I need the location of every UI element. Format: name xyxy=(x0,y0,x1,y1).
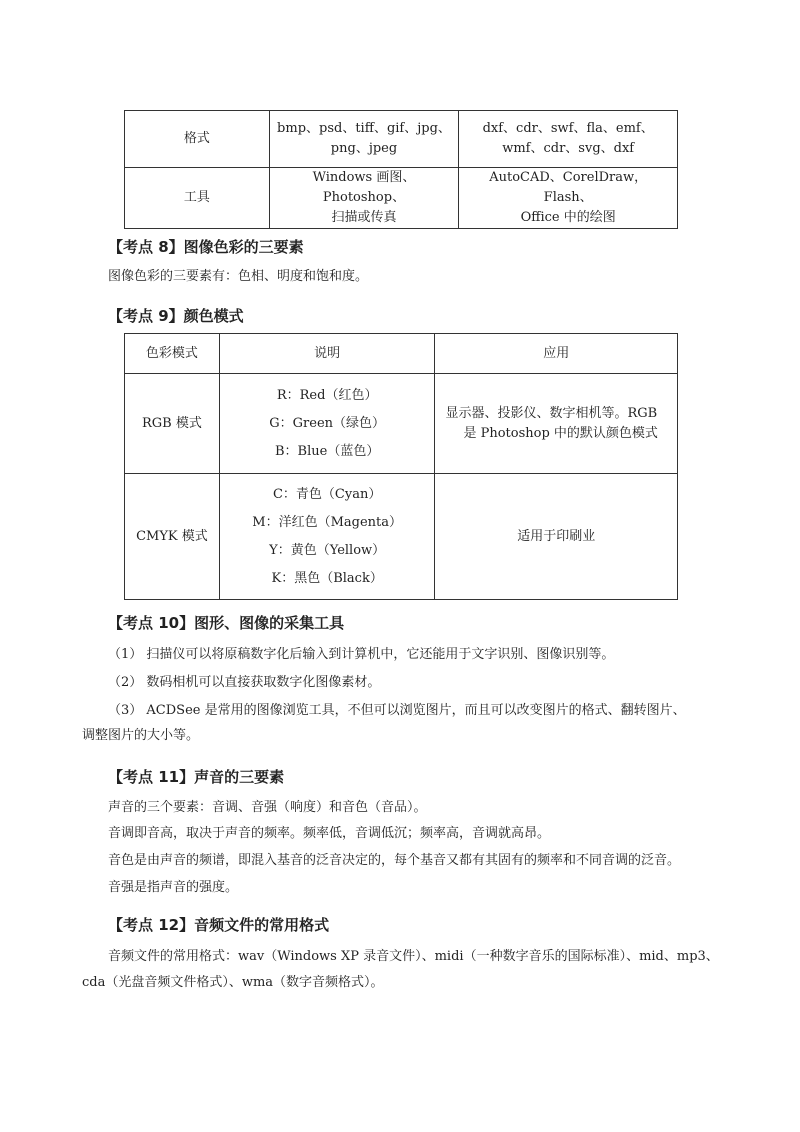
column-header: 色彩模式 xyxy=(125,334,220,374)
section-heading: 【考点 10】图形、图像的采集工具 xyxy=(108,614,345,632)
use-cell: 适用于印刷业 xyxy=(435,474,678,600)
row-label: 工具 xyxy=(125,168,270,229)
mode-cell: CMYK 模式 xyxy=(125,474,220,600)
paragraph: 图像色彩的三要素有：色相、明度和饱和度。 xyxy=(108,269,369,284)
table-header-row xyxy=(125,334,678,374)
color-mode-table xyxy=(124,333,678,600)
row-label: 格式 xyxy=(125,111,270,168)
column-header: 说明 xyxy=(219,334,435,374)
paragraph: 音强是指声音的强度。 xyxy=(108,880,239,895)
section-heading: 【考点 9】颜色模式 xyxy=(108,307,244,325)
bitmap-cell: Windows 画图、Photoshop、 扫描或传真 xyxy=(269,168,459,229)
paragraph: 调整图片的大小等。 xyxy=(82,728,200,743)
paragraph: 音色是由声音的频谱，即混入基音的泛音决定的，每个基音又都有其固有的频率和不同音调的泛音。 xyxy=(108,853,681,868)
desc-cell: R：Red（红色） G：Green（绿色） B：Blue（蓝色） xyxy=(219,374,435,474)
section-heading: 【考点 11】声音的三要素 xyxy=(108,768,285,786)
use-cell: 显示器、投影仪、数字相机等。RGB 是 Photoshop 中的默认颜色模式 xyxy=(435,374,678,474)
bitmap-cell: bmp、psd、tiff、gif、jpg、 png、jpeg xyxy=(269,111,459,168)
section-heading: 【考点 12】音频文件的常用格式 xyxy=(108,916,330,934)
vector-cell: AutoCAD、CorelDraw，Flash、 Office 中的绘图 xyxy=(459,168,678,229)
paragraph: 音频文件的常用格式：wav（Windows XP 录音文件）、midi（一种数字音乐的国际标准）、mid、mp3、 xyxy=(108,949,719,964)
vector-cell: dxf、cdr、swf、fla、emf、 wmf、cdr、svg、dxf xyxy=(459,111,678,168)
paragraph: （1） 扫描仪可以将原稿数字化后输入到计算机中，它还能用于文字识别、图像识别等。 xyxy=(108,647,615,662)
paragraph: （2） 数码相机可以直接获取数字化图像素材。 xyxy=(108,675,381,690)
table-row xyxy=(125,474,678,600)
column-header: 应用 xyxy=(435,334,678,374)
paragraph: 声音的三个要素：音调、音强（响度）和音色（音品）。 xyxy=(108,800,427,815)
paragraph: cda（光盘音频文件格式）、wma（数字音频格式）。 xyxy=(82,975,384,990)
mode-cell: RGB 模式 xyxy=(125,374,220,474)
image-format-table xyxy=(124,110,678,229)
section-heading: 【考点 8】图像色彩的三要素 xyxy=(108,238,304,256)
table-row xyxy=(125,168,678,229)
table-row xyxy=(125,374,678,474)
paragraph: （3） ACDSee 是常用的图像浏览工具，不但可以浏览图片，而且可以改变图片的格式、翻转图片、 xyxy=(108,703,686,718)
desc-cell: C：青色（Cyan） M：洋红色（Magenta） Y：黄色（Yellow） K：黑色（Black） xyxy=(219,474,435,600)
table-row xyxy=(125,111,678,168)
paragraph: 音调即音高，取决于声音的频率。频率低，音调低沉；频率高，音调就高昂。 xyxy=(108,826,551,841)
